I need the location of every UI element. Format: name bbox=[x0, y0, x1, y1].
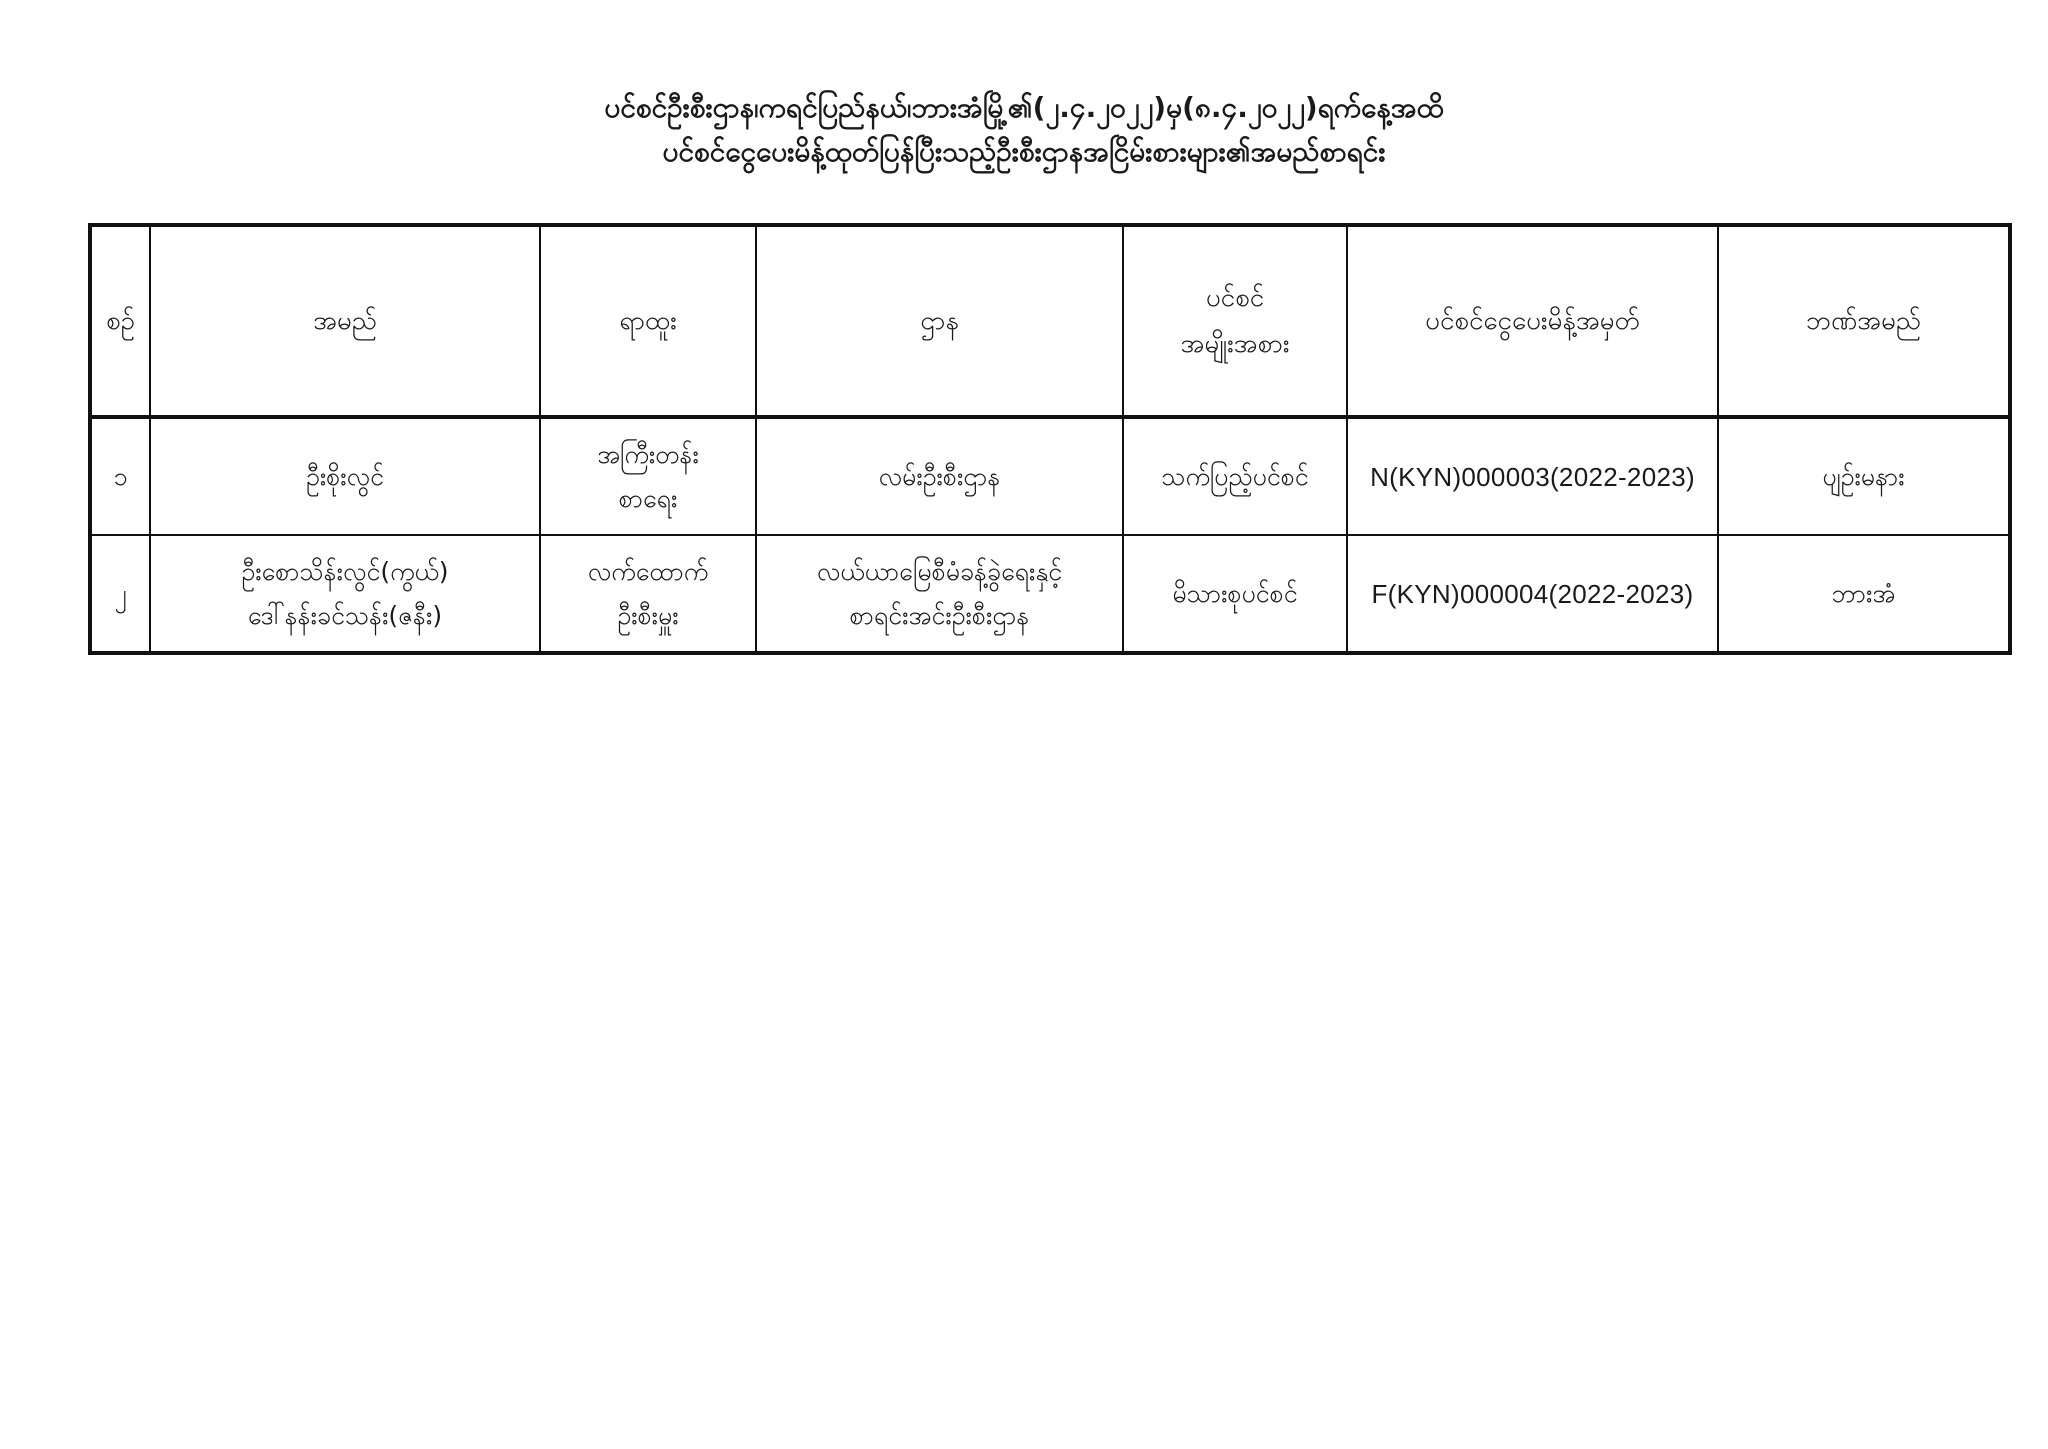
header-name: အမည် bbox=[150, 225, 540, 417]
pension-table-container bbox=[88, 223, 2008, 655]
cell-department-line1: လယ်ယာမြေစီမံခန့်ခွဲရေးနှင့် bbox=[816, 556, 1063, 586]
cell-order-no: F(KYN)000004(2022-2023) bbox=[1347, 535, 1718, 653]
cell-rank-line1: လက်ထောက် bbox=[587, 556, 709, 586]
header-no: စဉ် bbox=[90, 225, 150, 417]
title-line-2: ပင်စင်ငွေပေးမိန့်ထုတ်ပြန်ပြီးသည့်ဦးစီးဌာနအငြိမ်းစားများ၏အမည်စာရင်း bbox=[662, 135, 1386, 168]
cell-name bbox=[150, 535, 540, 653]
document-title bbox=[0, 86, 2048, 174]
header-pension-type-line2: အမျိုးအစား bbox=[1180, 329, 1290, 359]
cell-bank: ပျဉ်းမနား bbox=[1718, 417, 2010, 535]
cell-rank-line1: အကြီးတန်း bbox=[597, 439, 699, 469]
header-department: ဌာန bbox=[756, 225, 1123, 417]
cell-department-line2: စာရင်းအင်းဦးစီးဌာန bbox=[849, 600, 1030, 630]
cell-department bbox=[756, 535, 1123, 653]
table-header-row bbox=[90, 225, 2010, 417]
cell-name bbox=[150, 417, 540, 535]
header-bank: ဘဏ်အမည် bbox=[1718, 225, 2010, 417]
header-order-no: ပင်စင်ငွေပေးမိန့်အမှတ် bbox=[1347, 225, 1718, 417]
cell-order-no: N(KYN)000003(2022-2023) bbox=[1347, 417, 1718, 535]
title-line-1: ပင်စင်ဦးစီးဌာန၊ကရင်ပြည်နယ်၊ဘားအံမြို့၏(၂.၄.၂၀၂၂)မှ(၈.၄.၂၀၂၂)ရက်နေ့အထိ bbox=[604, 91, 1444, 124]
cell-department-line1: လမ်းဦးစီးဌာန bbox=[878, 461, 1001, 491]
header-pension-type-line1: ပင်စင် bbox=[1205, 283, 1265, 313]
cell-rank-line2: ဦးစီးမှူး bbox=[617, 600, 679, 630]
cell-rank-line2: စာရေး bbox=[618, 483, 678, 513]
pension-table bbox=[88, 223, 2012, 655]
cell-rank bbox=[540, 417, 756, 535]
cell-pension-type: မိသားစုပင်စင် bbox=[1123, 535, 1347, 653]
header-rank: ရာထူး bbox=[540, 225, 756, 417]
cell-department bbox=[756, 417, 1123, 535]
cell-no: ၁ bbox=[90, 417, 150, 535]
table-row bbox=[90, 535, 2010, 653]
cell-rank bbox=[540, 535, 756, 653]
cell-name-line1: ဦးစောသိန်းလွင်(ကွယ်) bbox=[241, 556, 449, 586]
cell-bank: ဘားအံ bbox=[1718, 535, 2010, 653]
cell-name-line1: ဦးစိုးလွင် bbox=[306, 461, 384, 491]
cell-name-line2: ဒေါ်နန်းခင်သန်း(ဇနီး) bbox=[247, 600, 443, 630]
cell-no: ၂ bbox=[90, 535, 150, 653]
table-row bbox=[90, 417, 2010, 535]
cell-pension-type: သက်ပြည့်ပင်စင် bbox=[1123, 417, 1347, 535]
header-pension-type bbox=[1123, 225, 1347, 417]
